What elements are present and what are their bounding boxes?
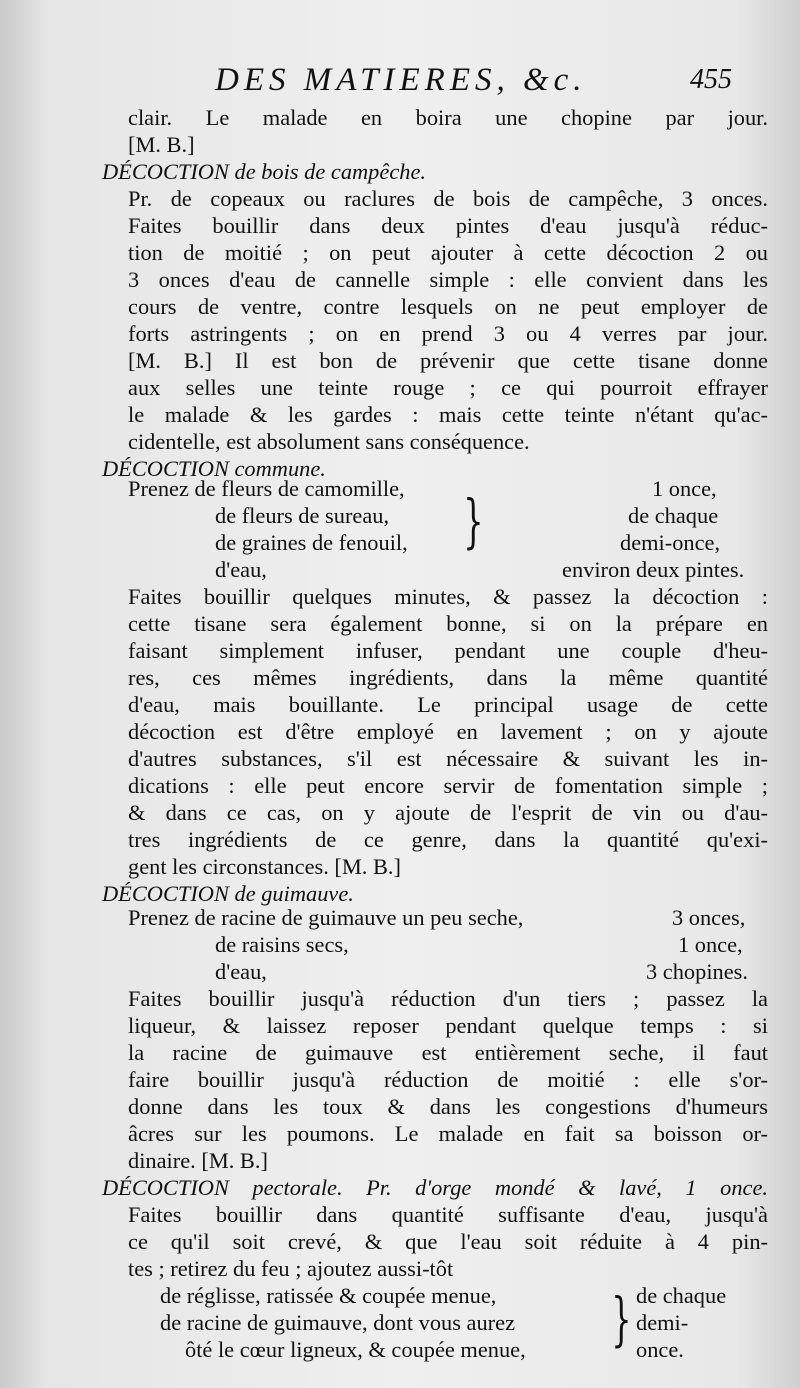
text-line: tion de moitié ; on peut ajouter à cette décoction 2 ou bbox=[128, 240, 768, 265]
recipe-ingredient: de racine de guimauve, dont vous aurez bbox=[160, 1310, 516, 1335]
entry-heading: DÉCOCTION de bois de campêche. bbox=[102, 159, 426, 184]
entry-heading: DÉCOCTION pectorale. Pr. d'orge mondé & lavé, 1 once. bbox=[102, 1175, 768, 1200]
recipe-quantity: 1 once, bbox=[652, 476, 717, 501]
recipe-ingredient: Prenez de racine de guimauve un peu seche, bbox=[128, 905, 524, 930]
recipe-ingredient: de raisins secs, bbox=[215, 932, 349, 957]
page-number: 455 bbox=[690, 64, 732, 95]
text-line: la racine de guimauve est entièrement seche, il faut bbox=[128, 1040, 768, 1065]
text-line: âcres sur les poumons. Le malade en fait sa boisson or- bbox=[128, 1121, 768, 1146]
recipe-ingredient: de réglisse, ratissée & coupée menue, bbox=[160, 1283, 497, 1308]
text-line: Faites bouillir dans quantité suffisante d'eau, jusqu'à bbox=[128, 1202, 768, 1227]
text-line: gent les circonstances. [M. B.] bbox=[128, 854, 401, 879]
text-line: tes ; retirez du feu ; ajoutez aussi-tôt bbox=[128, 1256, 454, 1281]
recipe-quantity: 3 onces, bbox=[672, 905, 746, 930]
text-line: le malade & les gardes : mais cette teinte n'étant qu'ac- bbox=[128, 402, 768, 427]
recipe-quantity: 1 once, bbox=[678, 932, 743, 957]
text-line: faisant simplement infuser, pendant une couple d'heu- bbox=[128, 638, 768, 663]
text-line: Faites bouillir dans deux pintes d'eau jusqu'à réduc- bbox=[128, 213, 768, 238]
text-line: cours de ventre, contre lesquels on ne peut employer de bbox=[128, 294, 768, 319]
text-line: cette tisane sera également bonne, si on la prépare en bbox=[128, 611, 768, 636]
text-line: ce qu'il soit crevé, & que l'eau soit réduite à 4 pin- bbox=[128, 1229, 768, 1254]
text-line: & dans ce cas, on y ajoute de l'esprit de vin ou d'au- bbox=[128, 800, 768, 825]
text-line: res, ces mêmes ingrédients, dans la même quantité bbox=[128, 665, 768, 690]
recipe-quantity: environ deux pintes. bbox=[562, 557, 745, 582]
text-line: [M. B.] Il est bon de prévenir que cette tisane donne bbox=[128, 348, 768, 373]
recipe-quantity: demi-once, bbox=[620, 530, 721, 555]
text-line: cidentelle, est absolument sans conséquence. bbox=[128, 429, 530, 454]
text-line: faire bouillir jusqu'à réduction de moitié : elle s'or- bbox=[128, 1067, 768, 1092]
text-line: liqueur, & laissez reposer pendant quelque temps : si bbox=[128, 1013, 768, 1038]
running-head: DES MATIERES, &c. bbox=[215, 62, 587, 98]
text-line: dinaire. [M. B.] bbox=[128, 1148, 268, 1173]
recipe-ingredient: d'eau, bbox=[215, 557, 267, 582]
text-line: d'eau, mais bouillante. Le principal usage de cette bbox=[128, 692, 768, 717]
recipe-quantity: 3 chopines. bbox=[646, 959, 748, 984]
curly-brace-icon: } bbox=[463, 487, 484, 555]
text-line: forts astringents ; on en prend 3 ou 4 verres par jour. bbox=[128, 321, 768, 346]
recipe-ingredient: Prenez de fleurs de camomille, bbox=[128, 476, 405, 501]
recipe-quantity: demi- bbox=[636, 1310, 689, 1335]
text-line: Pr. de copeaux ou raclures de bois de campêche, 3 onces. bbox=[128, 186, 768, 211]
recipe-ingredient: ôté le cœur ligneux, & coupée menue, bbox=[185, 1337, 526, 1362]
recipe-quantity: de chaque bbox=[628, 503, 719, 528]
recipe-ingredient: d'eau, bbox=[215, 959, 267, 984]
recipe-ingredient: de graines de fenouil, bbox=[215, 530, 408, 555]
curly-brace-icon: } bbox=[611, 1285, 632, 1353]
text-line: dications : elle peut encore servir de fomentation simple ; bbox=[128, 773, 768, 798]
text-line: aux selles une teinte rouge ; ce qui pourroit effrayer bbox=[128, 375, 768, 400]
entry-heading: DÉCOCTION de guimauve. bbox=[102, 881, 354, 906]
text-line: 3 onces d'eau de cannelle simple : elle convient dans les bbox=[128, 267, 768, 292]
text-line: tres ingrédients de ce genre, dans la quantité qu'exi- bbox=[128, 827, 768, 852]
text-line: décoction est d'être employé en lavement ; on y ajoute bbox=[128, 719, 768, 744]
text-line: donne dans les toux & dans les congestions d'humeurs bbox=[128, 1094, 768, 1119]
text-line: d'autres substances, s'il est nécessaire & suivant les in- bbox=[128, 746, 768, 771]
recipe-quantity: once. bbox=[636, 1337, 684, 1362]
entry-heading: DÉCOCTION commune. bbox=[102, 456, 326, 481]
text-line: Faites bouillir jusqu'à réduction d'un tiers ; passez la bbox=[128, 986, 768, 1011]
recipe-quantity: de chaque bbox=[636, 1283, 727, 1308]
page-header bbox=[0, 62, 800, 102]
recipe-ingredient: de fleurs de sureau, bbox=[215, 503, 390, 528]
text-line: [M. B.] bbox=[128, 132, 195, 157]
text-line: Faites bouillir quelques minutes, & passez la décoction : bbox=[128, 584, 768, 609]
text-line: clair. Le malade en boira une chopine par jour. bbox=[128, 105, 768, 130]
